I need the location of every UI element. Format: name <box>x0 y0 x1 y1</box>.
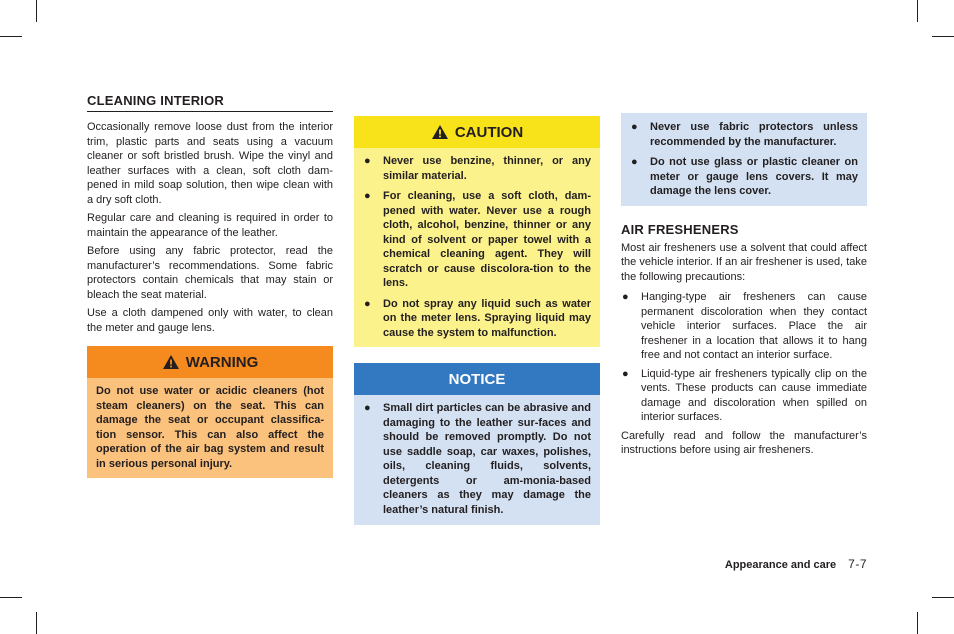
page-footer <box>725 557 867 571</box>
notice-box <box>354 363 600 525</box>
warning-text: Do not use water or acidic cleaners (hot steam cleaners) on the seat. This can damage the seat or occupant classifica-tion sensor. This can also affect the operation of the air bag system and result in serious personal injury. <box>96 385 324 470</box>
crop-mark <box>917 0 918 22</box>
crop-mark <box>36 0 37 22</box>
notice-list <box>363 401 591 517</box>
notice-continued-box <box>621 113 867 206</box>
column-middle <box>354 116 600 525</box>
warning-triangle-icon <box>162 354 180 370</box>
list-item: ● Do not use glass or plastic cleaner on meter or gauge lens covers. It may damage the lens cover. <box>631 156 858 197</box>
list-item: ● Liquid-type air fresheners typically clip on the vents. These products can cause immediate damage and discoloration when spilled on interior surfaces. <box>622 367 867 423</box>
caution-title: CAUTION <box>454 123 524 141</box>
footer-section-title: Appearance and care <box>724 559 837 571</box>
list-item: ● For cleaning, use a soft cloth, dam-pened with water. Never use a rough cloth, alcohol, benzine, thinner or any kind of solvent or paper towel with a chemical cleaning agent. They will scratch or cause discolora-tion to the lens. <box>364 190 591 289</box>
air-fresheners-list <box>621 290 867 425</box>
crop-mark <box>0 597 22 598</box>
warning-triangle-icon <box>431 124 449 140</box>
warning-header <box>87 346 333 378</box>
crop-mark <box>0 36 22 37</box>
crop-mark <box>917 612 918 634</box>
paragraph: Occasionally remove loose dust from the interior trim, plastic parts and seats using a vacuum cleaner or soft bristled brush. Wipe the vinyl and leather surfaces with a clean, soft cloth dam-pened in mild soap solution, then wipe clean with a dry soft cloth. <box>87 121 333 206</box>
warning-title: WARNING <box>185 353 259 371</box>
notice-body <box>354 395 600 525</box>
crop-mark <box>932 36 954 37</box>
notice-continued-list <box>630 120 858 199</box>
list-item: ● Small dirt particles can be abrasive and damaging to the leather sur-faces and should be removed promptly. Do not use saddle soap, car waxes, polishes, oils, cleaning fluids, solvents, detergents or am-monia-based cleaners as they may damage the leather’s natural finish. <box>364 402 591 516</box>
paragraph: Before using any fabric protector, read the manufacturer’s recommendations. Some fabric protectors contain chemicals that may stain or bleach the seat material. <box>87 245 333 301</box>
paragraph: Regular care and cleaning is required in order to maintain the appearance of the leather. <box>87 212 333 239</box>
paragraph: Carefully read and follow the manufacturer’s instructions before using air fresheners. <box>621 429 867 456</box>
notice-header <box>354 363 600 395</box>
column-right <box>621 113 867 462</box>
caution-body <box>354 148 600 347</box>
column-left <box>87 93 333 478</box>
paragraph: Use a cloth dampened only with water, to clean the meter and gauge lens. <box>87 307 333 334</box>
list-item: ● Never use fabric protectors unless recommended by the manufacturer. <box>631 121 858 148</box>
list-item: ● Never use benzine, thinner, or any similar material. <box>364 155 591 182</box>
list-item: ● Hanging-type air fresheners can cause permanent discoloration when they contact vehicle interior surfaces. Place the air freshener in a location that allows it to hang free and not contact an interior surface. <box>622 291 867 361</box>
crop-mark <box>36 612 37 634</box>
caution-list <box>363 154 591 340</box>
caution-header <box>354 116 600 148</box>
section-heading-cleaning-interior: CLEANING INTERIOR <box>87 93 333 112</box>
warning-box <box>87 346 333 478</box>
section-heading-air-fresheners: AIR FRESHENERS <box>621 221 739 237</box>
paragraph: Most air fresheners use a solvent that could affect the vehicle interior. If an air freshener is used, take the following precautions: <box>621 241 867 283</box>
list-item: ● Do not spray any liquid such as water on the meter lens. Spraying liquid may cause the system to malfunction. <box>364 297 591 339</box>
notice-title: NOTICE <box>448 370 506 388</box>
crop-mark <box>932 597 954 598</box>
warning-body <box>87 378 333 478</box>
page-number: 7-7 <box>848 557 867 571</box>
caution-box <box>354 116 600 347</box>
